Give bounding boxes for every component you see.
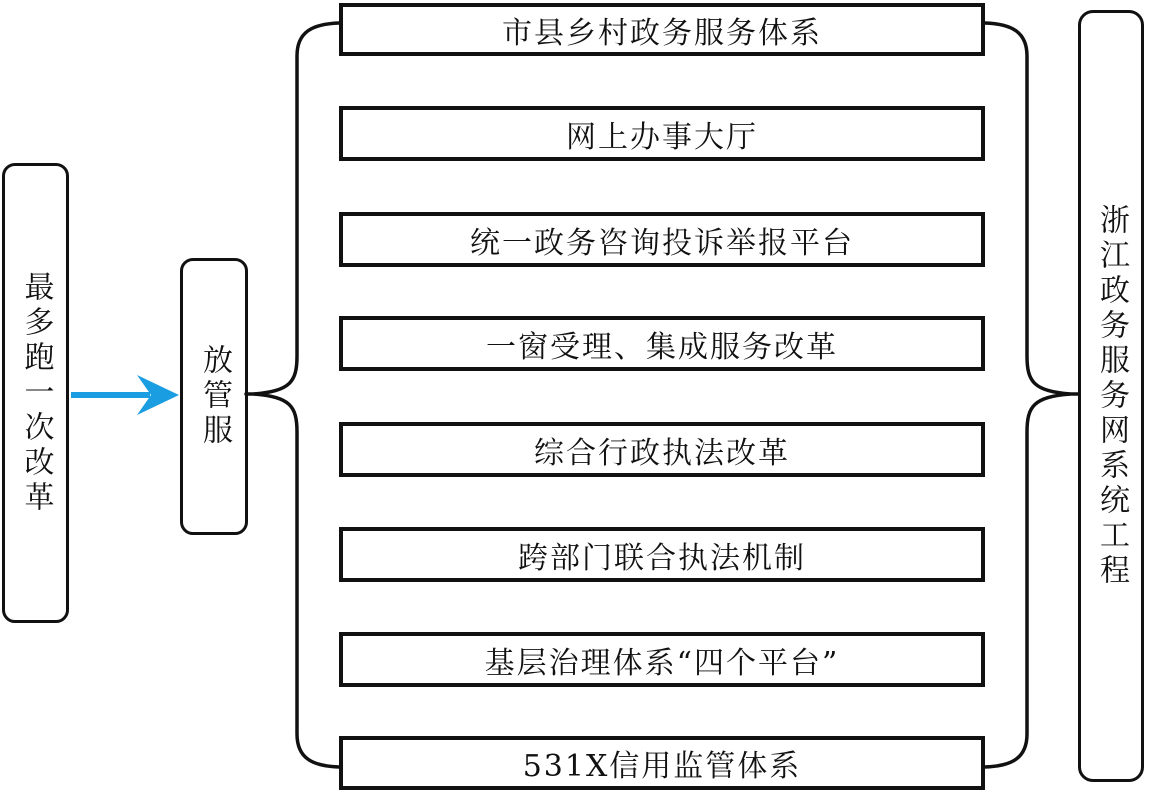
- item-box-5: [339, 422, 985, 477]
- item-box-4-label: 一窗受理、集成服务改革: [486, 329, 838, 365]
- item-box-3-label: 统一政务咨询投诉举报平台: [470, 225, 854, 261]
- source-box: [2, 163, 69, 623]
- result-box: [1078, 10, 1144, 782]
- result-box-label: 浙江政务服务网系统工程: [1094, 203, 1129, 589]
- item-box-4: [339, 316, 985, 371]
- source-box-label: 最多跑一次改革: [18, 270, 54, 516]
- item-box-6-label: 跨部门联合执法机制: [518, 540, 806, 576]
- hub-box: [180, 258, 248, 535]
- item-box-2: [339, 106, 985, 161]
- right-brace: [985, 23, 1070, 767]
- item-box-8-label: 531X信用监管体系: [522, 749, 802, 784]
- item-box-7-label: 基层治理体系“四个平台”: [484, 645, 840, 681]
- item-box-6: [339, 527, 985, 582]
- item-box-1: [339, 3, 985, 56]
- item-box-7: [339, 632, 985, 687]
- left-brace: [254, 23, 339, 767]
- item-box-1-label: 市县乡村政务服务体系: [502, 15, 822, 51]
- item-box-3: [339, 212, 985, 267]
- item-box-5-label: 综合行政执法改革: [534, 435, 790, 471]
- item-box-8: [339, 736, 985, 790]
- item-box-2-label: 网上办事大厅: [566, 119, 758, 155]
- hub-box-label: 放管服: [197, 344, 232, 449]
